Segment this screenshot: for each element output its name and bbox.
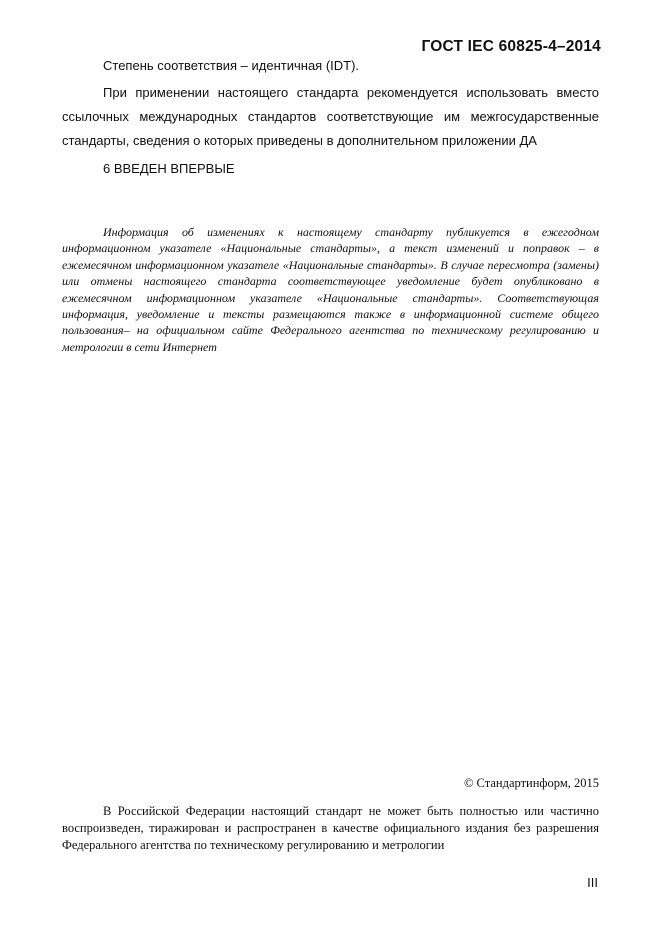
reference-standards-recommendation: При применении настоящего стандарта рекомендуется использовать вместо ссылочных международных стандартов соответствующие им межгосударственные стандарты, сведения о которых приведены в дополнительном приложении ДА	[62, 85, 599, 148]
copyright-notice: © Стандартинформ, 2015	[463, 776, 599, 790]
page-number: III	[587, 875, 598, 890]
introduced-first-time-heading: 6 ВВЕДЕН ВПЕРВЫЕ	[103, 161, 235, 176]
reproduction-restriction-notice: В Российской Федерации настоящий стандарт не может быть полностью или частично воспроизведен, тиражирован и распространен в качестве официального издания без разрешения Федерального агентства по техническому регулированию и метрологии	[62, 804, 599, 852]
conformity-degree-text: Степень соответствия – идентичная (IDT).	[103, 58, 360, 73]
standard-code-header: ГОСТ IEC 60825-4–2014	[421, 38, 601, 55]
amendments-information-notice: Информация об изменениях к настоящему стандарту публикуется в ежегодном информационном указателе «Национальные стандарты», а текст изменений и поправок – в ежемесячном информационном указателе «Национальные стандарты». В случае пересмотра (замены) или отмены настоящего стандарта соответствующее уведомление будет опубликовано в ежемесячном информационном указателе «Национальные стандарты». Соответствующая информация, уведомление и тексты размещаются также в информационной системе общего пользования– на официальном сайте Федерального агентства по техническому регулированию и метрологии в сети Интернет	[62, 225, 599, 354]
